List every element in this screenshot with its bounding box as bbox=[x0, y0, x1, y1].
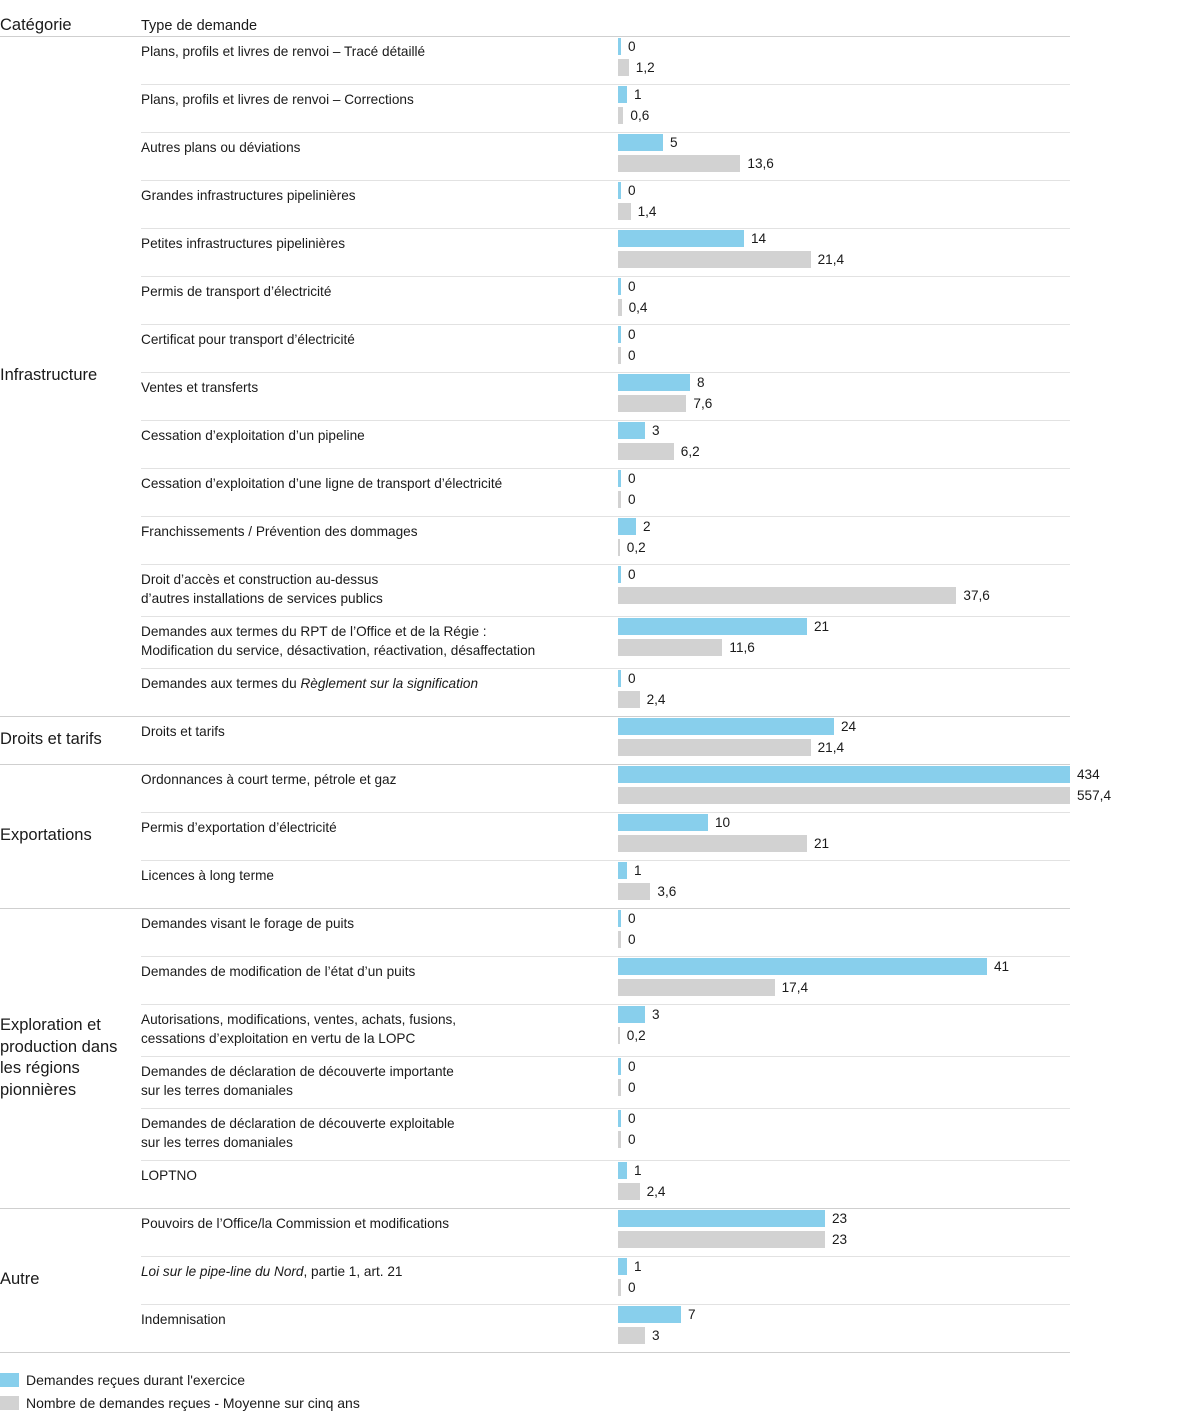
bar-received-row bbox=[618, 668, 1070, 689]
table-row bbox=[141, 372, 1070, 420]
bar-five-year-average-value: 0 bbox=[628, 1280, 636, 1295]
bar-received-row bbox=[618, 372, 1070, 393]
request-type-label: Ventes et transferts bbox=[141, 380, 259, 395]
bar-received bbox=[618, 1006, 645, 1023]
legend-label: Nombre de demandes reçues - Moyenne sur cinq ans bbox=[26, 1395, 360, 1411]
category-label: Autre bbox=[0, 1270, 40, 1289]
table-bottom-rule bbox=[0, 1352, 1070, 1353]
bar-received-value: 10 bbox=[715, 815, 731, 830]
bar-received bbox=[618, 518, 636, 535]
bar-five-year-average-row bbox=[618, 1325, 1070, 1346]
bar-received-row bbox=[618, 1004, 1070, 1025]
bar-received-value: 21 bbox=[814, 619, 830, 634]
bar-received-row bbox=[618, 276, 1070, 297]
request-type-label: Indemnisation bbox=[141, 1312, 226, 1327]
bar-received-row bbox=[618, 812, 1070, 833]
bar-five-year-average bbox=[618, 203, 631, 220]
bar-received-value: 14 bbox=[751, 231, 767, 246]
bar-five-year-average bbox=[618, 251, 811, 268]
bar-received-value: 0 bbox=[628, 39, 636, 54]
bar-received-value: 24 bbox=[841, 719, 857, 734]
bar-received-row bbox=[618, 564, 1070, 585]
bar-five-year-average-row bbox=[618, 393, 1070, 414]
bar-received-value: 7 bbox=[688, 1307, 696, 1322]
bar-received bbox=[618, 182, 621, 199]
column-header-category: Catégorie bbox=[0, 16, 72, 34]
request-type-label: Certificat pour transport d’électricité bbox=[141, 332, 355, 347]
request-type-label: Demandes de déclaration de découverte exploitable sur les terres domaniales bbox=[141, 1116, 455, 1150]
bar-five-year-average-row bbox=[618, 929, 1070, 950]
bar-received bbox=[618, 86, 627, 103]
bar-five-year-average-value: 1,2 bbox=[635, 60, 655, 75]
row-bars bbox=[618, 1160, 1070, 1208]
category-rows bbox=[141, 908, 1070, 1208]
bar-five-year-average-value: 1,4 bbox=[637, 204, 657, 219]
bar-received bbox=[618, 134, 663, 151]
bar-five-year-average bbox=[618, 691, 640, 708]
category-group bbox=[0, 716, 1200, 764]
table-row bbox=[141, 564, 1070, 616]
bar-five-year-average-value: 2,4 bbox=[646, 1184, 666, 1199]
bar-received-row bbox=[618, 1160, 1070, 1181]
bar-five-year-average-value: 7,6 bbox=[693, 396, 713, 411]
bar-received bbox=[618, 670, 621, 687]
row-bars bbox=[618, 1004, 1070, 1056]
bar-five-year-average-row bbox=[618, 57, 1070, 78]
bar-received bbox=[618, 766, 1070, 783]
table-row bbox=[141, 668, 1070, 716]
bar-five-year-average-row bbox=[618, 1229, 1070, 1250]
bar-received bbox=[618, 38, 621, 55]
bar-received bbox=[618, 374, 690, 391]
bar-five-year-average-row bbox=[618, 585, 1070, 606]
bar-received-value: 0 bbox=[628, 671, 636, 686]
legend-swatch-received bbox=[0, 1373, 19, 1387]
request-type-label: Loi sur le pipe-line du Nord, partie 1, art. 21 bbox=[141, 1264, 403, 1279]
row-bars bbox=[618, 668, 1070, 716]
bar-received-value: 434 bbox=[1077, 767, 1100, 782]
bar-five-year-average bbox=[618, 299, 622, 316]
bar-received bbox=[618, 1258, 627, 1275]
bar-five-year-average-value: 0,2 bbox=[626, 540, 646, 555]
row-bars bbox=[618, 1256, 1070, 1304]
bar-five-year-average-value: 13,6 bbox=[747, 156, 774, 171]
row-bars bbox=[618, 860, 1070, 908]
row-bars bbox=[618, 372, 1070, 420]
row-bars bbox=[618, 764, 1112, 812]
bar-five-year-average-value: 0,2 bbox=[626, 1028, 646, 1043]
category-rows bbox=[141, 764, 1112, 908]
bar-five-year-average-row bbox=[618, 441, 1070, 462]
category-label: Infrastructure bbox=[0, 366, 98, 385]
bar-received-value: 8 bbox=[697, 375, 705, 390]
request-type-label: Plans, profils et livres de renvoi – Tracé détaillé bbox=[141, 44, 426, 59]
table-row bbox=[141, 1208, 1070, 1256]
row-bars bbox=[618, 180, 1070, 228]
bar-five-year-average bbox=[618, 1131, 621, 1148]
bar-five-year-average-row bbox=[618, 637, 1070, 658]
bar-five-year-average-row bbox=[618, 153, 1070, 174]
bar-five-year-average-row bbox=[618, 881, 1070, 902]
table-row bbox=[141, 860, 1070, 908]
request-type-label: Demandes visant le forage de puits bbox=[141, 916, 355, 931]
category-group bbox=[0, 764, 1200, 908]
bar-five-year-average bbox=[618, 539, 620, 556]
table-header bbox=[0, 0, 1200, 36]
row-bars bbox=[618, 1208, 1070, 1256]
bar-five-year-average bbox=[618, 491, 621, 508]
request-type-label: Demandes aux termes du RPT de l’Office et de la Régie : Modification du service, désactivation, réactivation, désaffectation bbox=[141, 624, 536, 658]
bar-received bbox=[618, 1306, 681, 1323]
bar-received-row bbox=[618, 1304, 1070, 1325]
bar-received bbox=[618, 1210, 825, 1227]
bar-five-year-average-value: 3 bbox=[652, 1328, 660, 1343]
bar-received-row bbox=[618, 36, 1070, 57]
bar-five-year-average bbox=[618, 1027, 620, 1044]
bar-received bbox=[618, 566, 621, 583]
bar-received-value: 0 bbox=[628, 183, 636, 198]
row-bars bbox=[618, 132, 1070, 180]
table-row bbox=[141, 36, 1070, 84]
request-type-label: Franchissements / Prévention des dommages bbox=[141, 524, 418, 539]
bar-five-year-average-row bbox=[618, 489, 1070, 510]
bar-received-value: 23 bbox=[832, 1211, 848, 1226]
request-type-label: Demandes aux termes du Règlement sur la signification bbox=[141, 676, 478, 691]
bar-five-year-average-row bbox=[618, 1025, 1070, 1046]
bar-five-year-average bbox=[618, 1183, 640, 1200]
bar-five-year-average-value: 3,6 bbox=[657, 884, 677, 899]
row-bars bbox=[618, 276, 1070, 324]
bar-received bbox=[618, 862, 627, 879]
bar-received-value: 0 bbox=[628, 567, 636, 582]
bar-five-year-average bbox=[618, 155, 740, 172]
bar-five-year-average bbox=[618, 107, 623, 124]
bar-five-year-average-value: 23 bbox=[832, 1232, 848, 1247]
bar-received bbox=[618, 910, 621, 927]
request-type-label: Droits et tarifs bbox=[141, 724, 225, 739]
bar-received-value: 3 bbox=[652, 1007, 660, 1022]
request-type-label: Licences à long terme bbox=[141, 868, 274, 883]
row-bars bbox=[618, 1056, 1070, 1108]
request-type-label: Autorisations, modifications, ventes, achats, fusions, cessations d’exploitation en vertu de la LOPC bbox=[141, 1012, 457, 1046]
bar-received-value: 1 bbox=[634, 1259, 642, 1274]
bar-five-year-average bbox=[618, 443, 674, 460]
category-label: Exploration et production dans les régions pionnières bbox=[0, 1016, 118, 1099]
chart-table-body bbox=[0, 36, 1200, 1352]
table-row bbox=[141, 1108, 1070, 1160]
bar-five-year-average-value: 17,4 bbox=[781, 980, 809, 995]
bar-received-row bbox=[618, 180, 1070, 201]
bar-received-row bbox=[618, 516, 1070, 537]
bar-received-row bbox=[618, 132, 1070, 153]
table-row bbox=[141, 1004, 1070, 1056]
row-bars bbox=[618, 420, 1070, 468]
bar-five-year-average bbox=[618, 1079, 621, 1096]
bar-received-row bbox=[618, 1256, 1070, 1277]
category-rows bbox=[141, 716, 1070, 764]
bar-received-row bbox=[618, 1208, 1070, 1229]
bar-received-value: 0 bbox=[628, 1059, 636, 1074]
bar-received bbox=[618, 1058, 621, 1075]
table-row bbox=[141, 420, 1070, 468]
bar-five-year-average bbox=[618, 395, 686, 412]
bar-received-value: 5 bbox=[670, 135, 678, 150]
bar-received-row bbox=[618, 860, 1070, 881]
table-row bbox=[141, 908, 1070, 956]
bar-received bbox=[618, 470, 621, 487]
bar-five-year-average-value: 0 bbox=[628, 348, 636, 363]
bar-received bbox=[618, 1162, 627, 1179]
row-bars bbox=[618, 1108, 1070, 1160]
request-type-label: Demandes de déclaration de découverte importante sur les terres domaniales bbox=[141, 1064, 454, 1098]
bar-five-year-average bbox=[618, 639, 722, 656]
bar-five-year-average-value: 0 bbox=[628, 492, 636, 507]
request-type-label: Ordonnances à court terme, pétrole et gaz bbox=[141, 772, 397, 787]
request-type-label: Petites infrastructures pipelinières bbox=[141, 236, 345, 251]
category-rows bbox=[141, 36, 1070, 716]
request-type-label: Autres plans ou déviations bbox=[141, 140, 301, 155]
bar-five-year-average-value: 37,6 bbox=[963, 588, 990, 603]
bar-five-year-average-value: 557,4 bbox=[1077, 788, 1112, 803]
bar-five-year-average-row bbox=[618, 1129, 1070, 1150]
request-type-label: Cessation d’exploitation d’un pipeline bbox=[141, 428, 365, 443]
bar-five-year-average-value: 21 bbox=[814, 836, 830, 851]
bar-five-year-average-value: 11,6 bbox=[729, 640, 755, 655]
bar-five-year-average bbox=[618, 931, 621, 948]
bar-five-year-average-row bbox=[618, 785, 1112, 806]
bar-five-year-average bbox=[618, 835, 807, 852]
bar-five-year-average-row bbox=[618, 297, 1070, 318]
bar-received bbox=[618, 618, 807, 635]
table-row bbox=[141, 1256, 1070, 1304]
row-bars bbox=[618, 716, 1070, 764]
bar-five-year-average-row bbox=[618, 249, 1070, 270]
bar-received-value: 0 bbox=[628, 911, 636, 926]
category-group bbox=[0, 36, 1200, 716]
bar-received-row bbox=[618, 420, 1070, 441]
request-type-label: Permis d’exportation d’électricité bbox=[141, 820, 337, 835]
bar-received-row bbox=[618, 1108, 1070, 1129]
bar-five-year-average bbox=[618, 979, 775, 996]
bar-five-year-average-value: 2,4 bbox=[646, 692, 666, 707]
bar-five-year-average-value: 0,6 bbox=[630, 108, 650, 123]
bar-received-row bbox=[618, 468, 1070, 489]
bar-five-year-average-row bbox=[618, 201, 1070, 222]
bar-received bbox=[618, 278, 621, 295]
bar-five-year-average bbox=[618, 1279, 621, 1296]
table-row bbox=[141, 1304, 1070, 1352]
bar-five-year-average-row bbox=[618, 833, 1070, 854]
bar-five-year-average-row bbox=[618, 537, 1070, 558]
bar-five-year-average-value: 0 bbox=[628, 1132, 636, 1147]
row-bars bbox=[618, 324, 1070, 372]
bar-received bbox=[618, 814, 708, 831]
bar-received-row bbox=[618, 764, 1100, 785]
bar-received-row bbox=[618, 616, 1070, 637]
bar-five-year-average bbox=[618, 883, 650, 900]
bar-received bbox=[618, 422, 645, 439]
category-group bbox=[0, 908, 1200, 1208]
bar-received-row bbox=[618, 228, 1070, 249]
bar-received-value: 41 bbox=[994, 959, 1010, 974]
row-bars bbox=[618, 1304, 1070, 1352]
column-header-request-type: Type de demande bbox=[141, 18, 258, 34]
row-bars bbox=[618, 468, 1070, 516]
row-bars bbox=[618, 616, 1070, 668]
legend-label: Demandes reçues durant l'exercice bbox=[26, 1372, 246, 1388]
bar-received-value: 0 bbox=[628, 471, 636, 486]
bar-received-row bbox=[618, 1056, 1070, 1077]
bar-received-value: 2 bbox=[643, 519, 651, 534]
table-row bbox=[141, 324, 1070, 372]
row-bars bbox=[618, 228, 1070, 276]
row-bars bbox=[618, 36, 1070, 84]
bar-five-year-average bbox=[618, 787, 1070, 804]
table-row bbox=[141, 276, 1070, 324]
bar-five-year-average-row bbox=[618, 1277, 1070, 1298]
bar-five-year-average bbox=[618, 1231, 825, 1248]
bar-received-value: 0 bbox=[628, 1111, 636, 1126]
bar-five-year-average-row bbox=[618, 345, 1070, 366]
bar-received bbox=[618, 230, 744, 247]
table-row bbox=[141, 956, 1070, 1004]
table-row bbox=[141, 716, 1070, 764]
bar-five-year-average-value: 0 bbox=[628, 932, 636, 947]
bar-five-year-average-row bbox=[618, 689, 1070, 710]
row-bars bbox=[618, 564, 1070, 616]
bar-received-row bbox=[618, 716, 1070, 737]
bar-five-year-average-row bbox=[618, 1181, 1070, 1202]
bar-received-value: 0 bbox=[628, 279, 636, 294]
bar-five-year-average bbox=[618, 347, 621, 364]
table-row bbox=[141, 1160, 1070, 1208]
row-bars bbox=[618, 516, 1070, 564]
bar-received bbox=[618, 326, 621, 343]
legend-swatch-five_year_avg bbox=[0, 1396, 19, 1410]
table-row bbox=[141, 616, 1070, 668]
request-type-label: Grandes infrastructures pipelinières bbox=[141, 188, 356, 203]
bar-five-year-average-row bbox=[618, 1077, 1070, 1098]
table-row bbox=[141, 812, 1070, 860]
bar-five-year-average-value: 21,4 bbox=[817, 252, 845, 267]
table-row bbox=[141, 180, 1070, 228]
request-type-label: Plans, profils et livres de renvoi – Corrections bbox=[141, 92, 414, 107]
table-row bbox=[141, 516, 1070, 564]
table-row bbox=[141, 132, 1070, 180]
category-rows bbox=[141, 1208, 1070, 1352]
table-row bbox=[141, 228, 1070, 276]
request-type-label: LOPTNO bbox=[141, 1168, 197, 1183]
bar-received-value: 1 bbox=[634, 87, 642, 102]
bar-received-row bbox=[618, 908, 1070, 929]
bar-received-value: 1 bbox=[634, 863, 642, 878]
bar-five-year-average-row bbox=[618, 105, 1070, 126]
bar-five-year-average bbox=[618, 739, 811, 756]
bar-received bbox=[618, 958, 987, 975]
bar-received-value: 0 bbox=[628, 327, 636, 342]
table-row bbox=[141, 84, 1070, 132]
bar-five-year-average bbox=[618, 59, 629, 76]
bar-five-year-average-row bbox=[618, 977, 1070, 998]
table-row bbox=[141, 764, 1112, 812]
row-bars bbox=[618, 812, 1070, 860]
bar-five-year-average-value: 6,2 bbox=[680, 444, 700, 459]
category-label: Droits et tarifs bbox=[0, 730, 102, 749]
bar-received-row bbox=[618, 956, 1070, 977]
bar-five-year-average bbox=[618, 587, 956, 604]
bar-received-row bbox=[618, 324, 1070, 345]
request-type-label: Demandes de modification de l’état d’un puits bbox=[141, 964, 416, 979]
table-row bbox=[141, 468, 1070, 516]
row-bars bbox=[618, 956, 1070, 1004]
row-bars bbox=[618, 908, 1070, 956]
bar-received-value: 3 bbox=[652, 423, 660, 438]
bar-five-year-average-row bbox=[618, 737, 1070, 758]
bar-five-year-average-value: 0,4 bbox=[628, 300, 648, 315]
bar-five-year-average-value: 21,4 bbox=[817, 740, 845, 755]
bar-received-row bbox=[618, 84, 1070, 105]
request-type-label: Droit d’accès et construction au-dessus d’autres installations de services publics bbox=[141, 572, 383, 606]
request-type-label: Cessation d’exploitation d’une ligne de transport d’électricité bbox=[141, 476, 503, 491]
bar-five-year-average bbox=[618, 1327, 645, 1344]
category-label: Exportations bbox=[0, 826, 92, 845]
bar-received-value: 1 bbox=[634, 1163, 642, 1178]
row-bars bbox=[618, 84, 1070, 132]
bar-received bbox=[618, 1110, 621, 1127]
bar-received bbox=[618, 718, 834, 735]
request-type-label: Pouvoirs de l’Office/la Commission et modifications bbox=[141, 1216, 449, 1231]
request-type-label: Permis de transport d’électricité bbox=[141, 284, 332, 299]
table-row bbox=[141, 1056, 1070, 1108]
bar-five-year-average-value: 0 bbox=[628, 1080, 636, 1095]
category-group bbox=[0, 1208, 1200, 1352]
